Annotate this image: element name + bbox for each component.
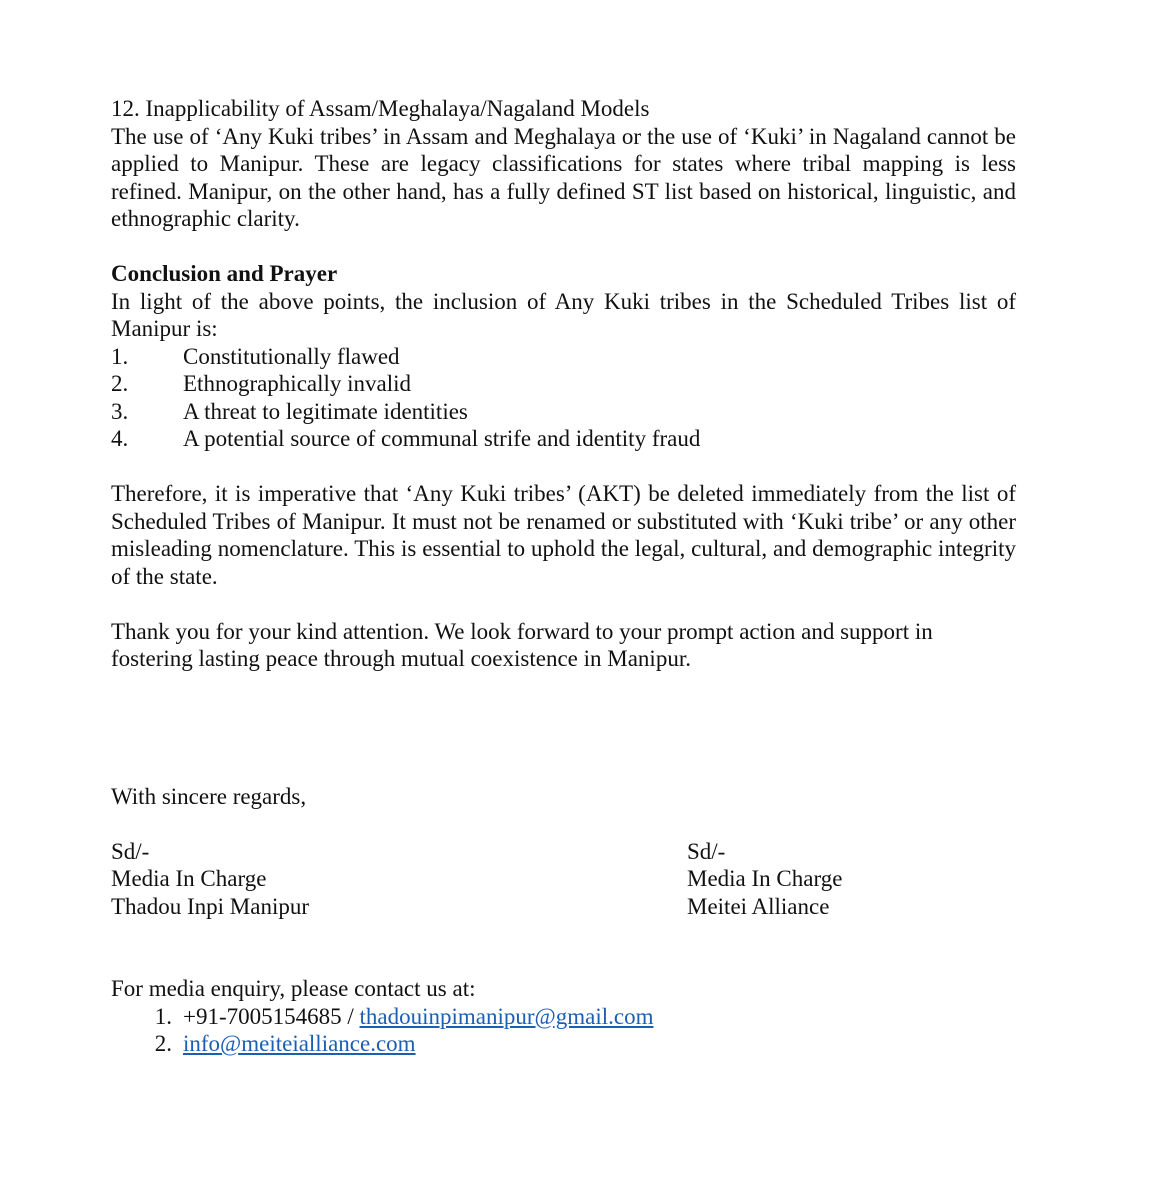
list-item-text: A potential source of communal strife and identity fraud [183,426,701,451]
therefore-paragraph: Therefore, it is imperative that ‘Any Kuki tribes’ (AKT) be deleted immediately from the list of Scheduled Tribes of Manipur. It must not be renamed or substituted with ‘Kuki tribe’ or any other misleading nomenclature. This is essential to uphold the legal, cultural, and demographic integrity of the state. [111,481,1016,589]
list-item-number: 4. [111,426,129,451]
email-link-thadou[interactable]: thadouinpimanipur@gmail.com [359,1003,654,1029]
list-item [111,398,1016,426]
contact-intro: For media enquiry, please contact us at: [111,976,476,1001]
list-item [111,1030,1016,1058]
list-item [111,425,1016,453]
list-item [111,370,1016,398]
conclusion-points-list [111,343,1016,453]
signature-sd: Sd/- [111,838,150,864]
list-item-number: 1. [154,1003,172,1029]
list-item-number: 2. [154,1031,172,1056]
conclusion-intro: In light of the above points, the inclusion of Any Kuki tribes in the Scheduled Tribes list of Manipur is: [111,288,1016,341]
thanks-paragraph: Thank you for your kind attention. We look forward to your prompt action and support in fostering lasting peace through mutual coexistence in Manipur. [111,618,933,671]
signature-block-thadou [111,838,687,921]
signature-org: Meitei Alliance [687,893,830,919]
section-12-body: The use of ‘Any Kuki tribes’ in Assam and Meghalaya or the use of ‘Kuki’ in Nagaland cannot be applied to Manipur. These are legacy classifications for states where tribal mapping is less refined. Manipur, on the other hand, has a fully defined ST list based on historical, linguistic, and ethnographic clarity. [111,123,1016,231]
signature-block-meitei [687,838,842,921]
contact-phone: +91-7005154685 / [183,1003,360,1029]
regards-line: With sincere regards, [111,783,307,809]
email-link-meitei[interactable]: info@meiteialliance.com [183,1031,416,1056]
conclusion-section [111,260,1016,453]
list-item-text: A threat to legitimate identities [183,398,468,424]
section-12-heading: 12. Inapplicability of Assam/Meghalaya/Nagaland Models [111,96,650,121]
signature-role: Media In Charge [111,866,267,891]
conclusion-heading: Conclusion and Prayer [111,261,338,286]
contact-list [111,1003,1016,1058]
section-12 [111,95,1016,233]
signature-org: Thadou Inpi Manipur [111,893,310,919]
list-item-text: Constitutionally flawed [183,343,400,369]
list-item [111,343,1016,371]
signatures [111,838,1016,921]
list-item [111,1003,1016,1031]
signature-role: Media In Charge [687,866,843,891]
list-item-number: 2. [111,371,129,396]
list-item-number: 1. [111,343,129,369]
signature-sd: Sd/- [687,838,726,864]
list-item-text: Ethnographically invalid [183,371,412,396]
contact-section [111,975,1016,1058]
list-item-number: 3. [111,398,129,424]
document-page [111,95,1016,1058]
